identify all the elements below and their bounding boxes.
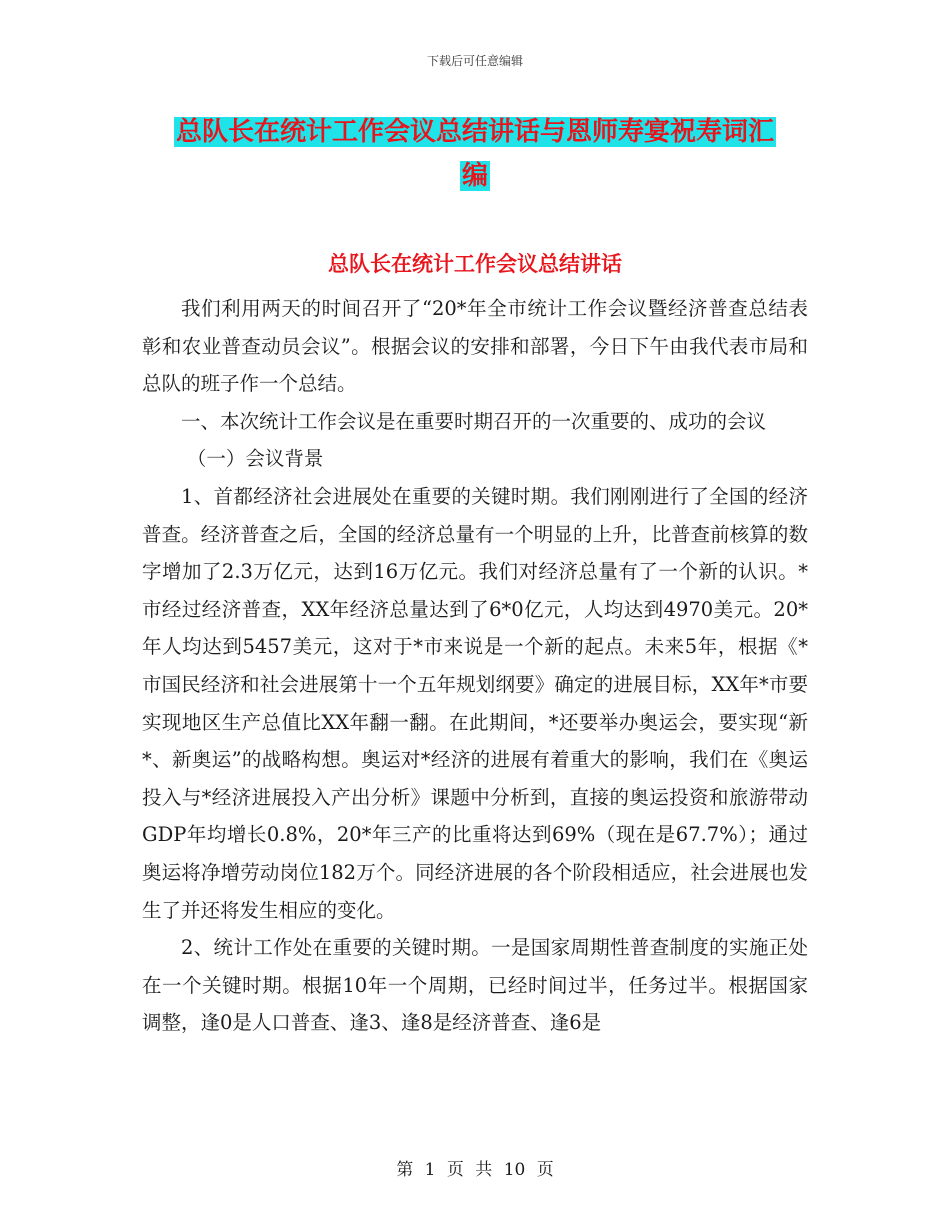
section-title: 总队长在统计工作会议总结讲话 <box>328 252 622 276</box>
paragraph-item-1: 1、首都经济社会进展处在重要的关键时期。我们刚刚进行了全国的经济普查。经济普查之后，全国的经济总量有一个明显的上升，比普查前核算的数字增加了2.3万亿元，达到16万亿元。我们对经济总量有了一个新的认识。*市经过经济普查，XX年经济总量达到了6*0亿元，人均达到4970美元。20*年人均达到5457美元，这对于*市来说是一个新的起点。未来5年，根据《*市国民经济和社会进展第十一个五年规划纲要》确定的进展目标，XX年*市要实现地区生产总值比XX年翻一翻。在此期间，*还要举办奥运会，要实现“新*、新奥运”的战略构想。奥运对*经济的进展有着重大的影响，我们在《奥运投入与*经济进展投入产出分析》课题中分析到，直接的奥运投资和旅游带动GDP年均增长0.8%，20*年三产的比重将达到69%（现在是67.7%）；通过奥运将净增劳动岗位182万个。同经济进展的各个阶段相适应，社会进展也发生了并还将发生相应的变化。 <box>142 484 808 922</box>
paragraph-intro: 我们利用两天的时间召开了“20*年全市统计工作会议暨经济普查总结表彰和农业普查动员会议”。根据会议的安排和部署，今日下午由我代表市局和总队的班子作一个总结。 <box>142 297 808 396</box>
document-body <box>142 290 808 1042</box>
paragraph-item-2: 2、统计工作处在重要的关键时期。一是国家周期性普查制度的实施正处在一个关键时期。根据10年一个周期，已经时间过半，任务过半。根据国家调整，逢0是人口普查、逢3、逢8是经济普查、逢6是 <box>142 936 808 1035</box>
paragraph-subheading-1: （一）会议背景 <box>186 447 324 471</box>
document-title <box>140 110 810 198</box>
document-title-line2: 编 <box>461 161 488 191</box>
document-title-line1: 总队长在统计工作会议总结讲话与恩师寿宴祝寿词汇 <box>175 117 774 147</box>
header-note: 下载后可任意编辑 <box>426 54 523 68</box>
page-footer: 第 1 页 共 10 页 <box>396 1160 554 1180</box>
paragraph-heading-1: 一、本次统计工作会议是在重要时期召开的一次重要的、成功的会议 <box>181 409 767 433</box>
